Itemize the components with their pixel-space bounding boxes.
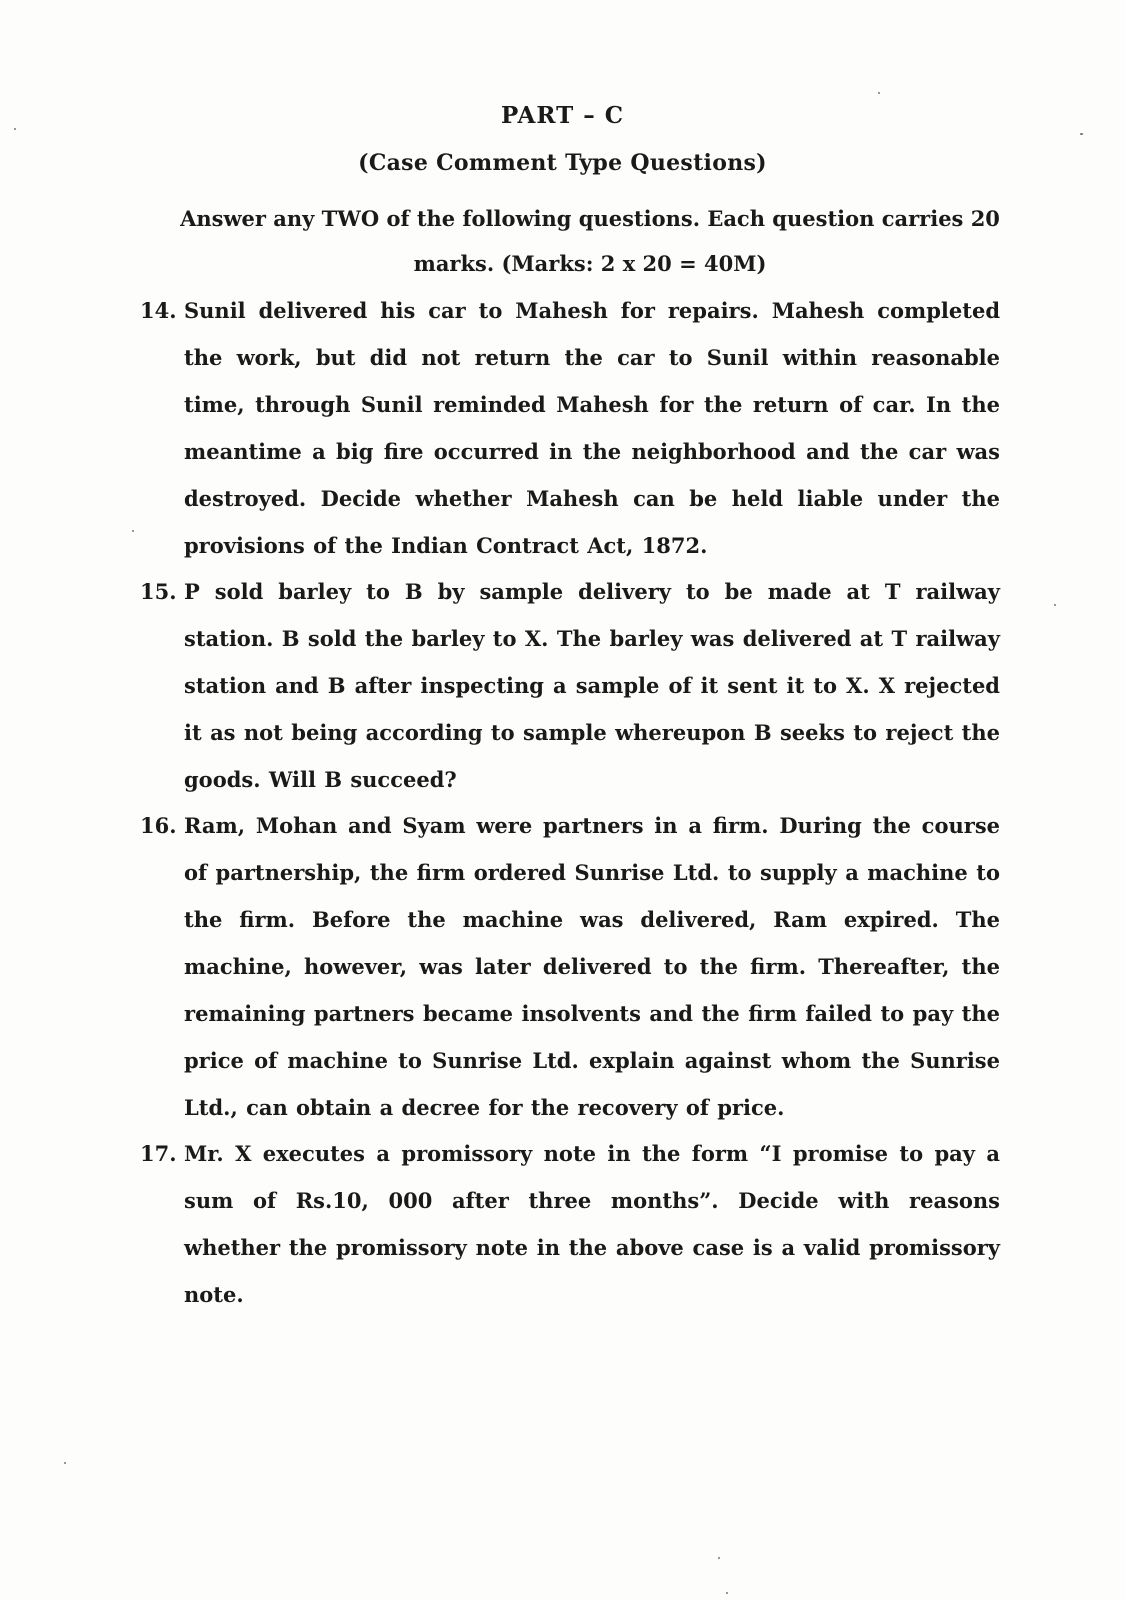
scan-speck: [1054, 604, 1056, 606]
part-title: PART – C: [500, 102, 625, 129]
question-text: Ram, Mohan and Syam were partners in a firm. During the course of partnership, the firm ordered Sunrise Ltd. to supply a machine to the firm. Before the machine was delivered, Ram expired. The machine, however, was later delivered to the firm. Thereafter, the remaining partners became insolvents and the firm failed to pay the price of machine to Sunrise Ltd. explain against whom the Sunrise Ltd., can obtain a decree for the recovery of price.: [184, 813, 1000, 1120]
scan-speck: [718, 1557, 720, 1559]
scan-speck: [878, 92, 880, 94]
question-number: 15.: [140, 579, 177, 604]
section-type-subtitle: (Case Comment Type Questions): [358, 150, 767, 176]
question-number: 14.: [140, 298, 177, 323]
scan-speck: [132, 530, 134, 532]
scan-speck: [726, 1592, 728, 1594]
scan-speck: [1080, 133, 1083, 135]
question-item: [140, 802, 1000, 1131]
exam-instructions: Answer any TWO of the following questions. Each question carries 20 marks. (Marks: 2 x 20 = 40M): [180, 206, 1000, 276]
question-text: Mr. X executes a promissory note in the form “I promise to pay a sum of Rs.10, 000 after three months”. Decide with reasons whether the promissory note in the above case is a valid promissory note.: [184, 1141, 1000, 1307]
scan-speck: [14, 128, 16, 130]
question-item: [140, 287, 1000, 569]
question-number: 16.: [140, 813, 177, 838]
scan-speck: [64, 1462, 66, 1464]
question-item: [140, 1130, 1000, 1318]
question-list: [140, 287, 1000, 1318]
question-text: Sunil delivered his car to Mahesh for repairs. Mahesh completed the work, but did not return the car to Sunil within reasonable time, through Sunil reminded Mahesh for the return of car. In the meantime a big fire occurred in the neighborhood and the car was destroyed. Decide whether Mahesh can be held liable under the provisions of the Indian Contract Act, 1872.: [184, 298, 1000, 558]
question-text: P sold barley to B by sample delivery to be made at T railway station. B sold the barley to X. The barley was delivered at T railway station and B after inspecting a sample of it sent it to X. X rejected it as not being according to sample whereupon B seeks to reject the goods. Will B succeed?: [184, 579, 1000, 792]
question-number: 17.: [140, 1141, 177, 1166]
question-item: [140, 568, 1000, 803]
